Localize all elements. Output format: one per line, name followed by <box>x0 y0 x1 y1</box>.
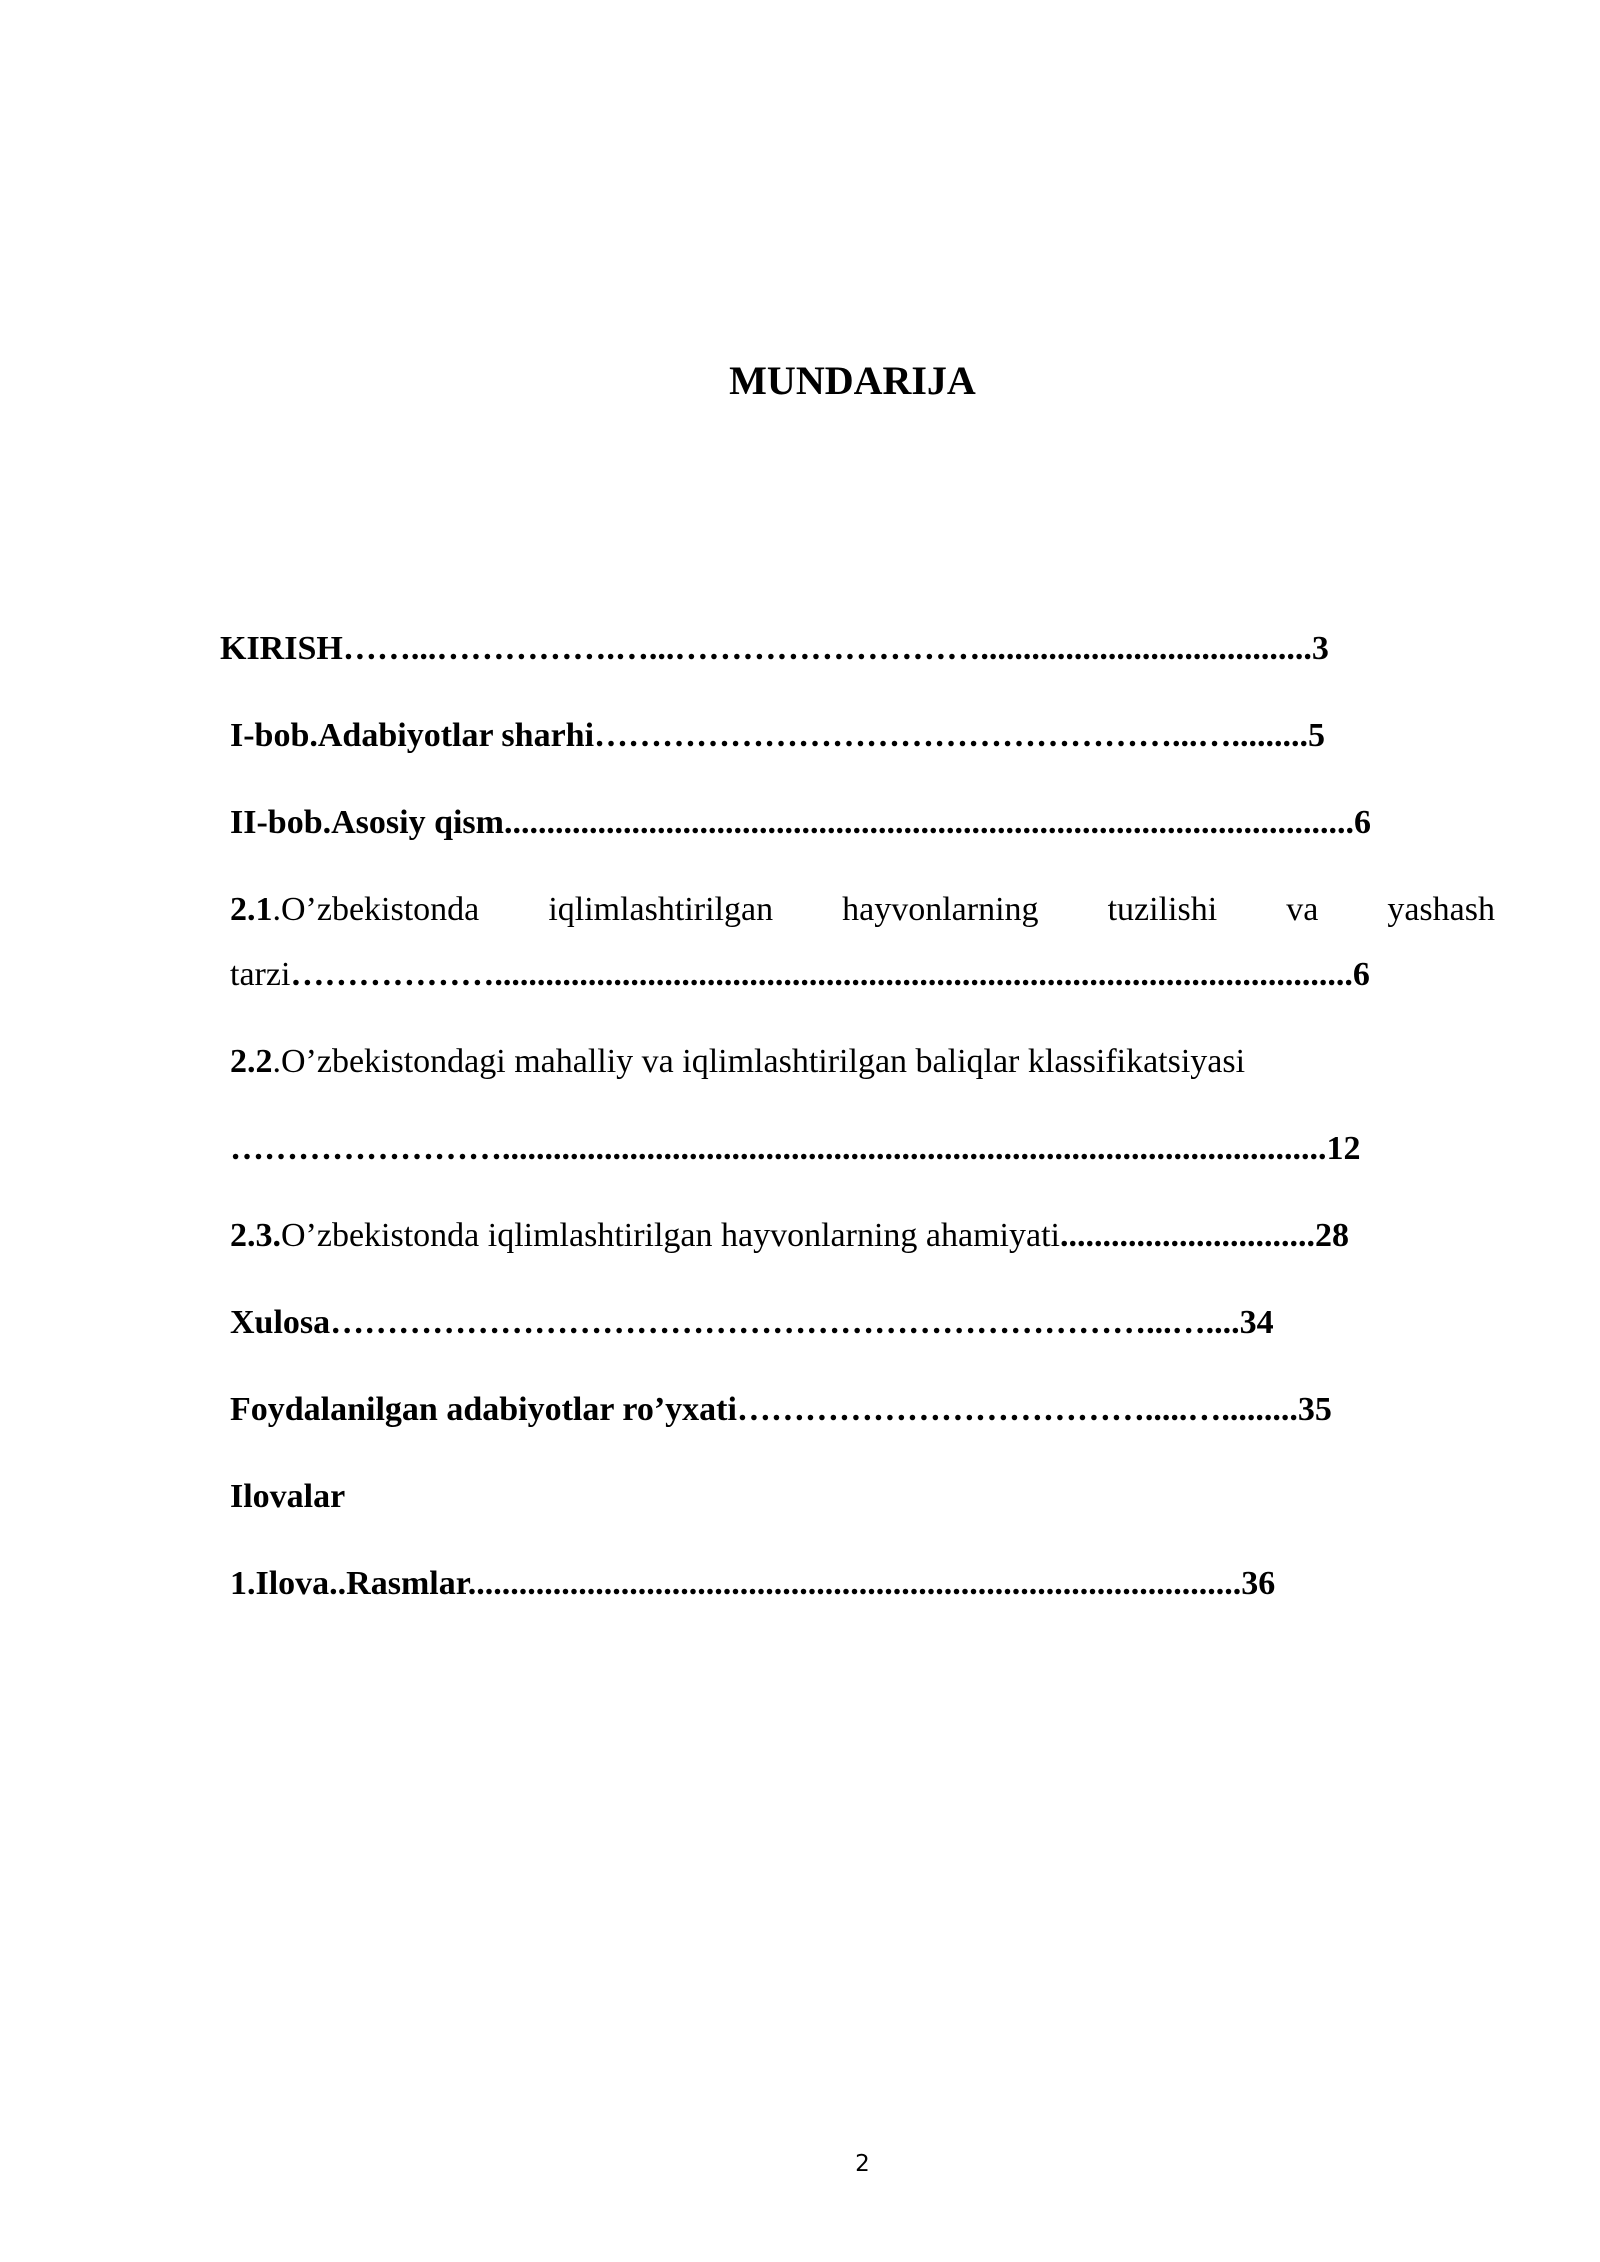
toc-leader: ........................................................................................... <box>467 1565 1242 1602</box>
toc-section-number: 2.1 <box>230 891 273 928</box>
toc-entry-kirish <box>220 629 1329 669</box>
toc-word: tuzilishi <box>1107 891 1218 928</box>
toc-label: Ilovalar <box>230 1478 346 1515</box>
toc-page-number: 3 <box>1311 630 1329 667</box>
toc-entry-bob-1 <box>230 716 1325 756</box>
toc-entry-xulosa <box>230 1303 1274 1343</box>
toc-page-number: 12 <box>1326 1130 1361 1167</box>
toc-entry-section-2-3 <box>230 1216 1349 1256</box>
toc-entry-foydalanilgan-adabiyotlar <box>230 1390 1332 1430</box>
toc-label: II-bob.Asosiy qism <box>230 804 504 841</box>
toc-label: .O’zbekistondagi mahalliy va iqlimlashtirilgan baliqlar klassifikatsiyasi <box>272 1043 1246 1080</box>
toc-entry-section-2-1 <box>230 890 1495 930</box>
toc-entry-section-2-2 <box>230 1042 1245 1082</box>
toc-leader: ………………..................................................................................................... <box>290 956 1353 993</box>
toc-page-number: 6 <box>1352 956 1370 993</box>
toc-page-number: 34 <box>1239 1304 1274 1341</box>
toc-page-number: 6 <box>1353 804 1371 841</box>
toc-label: Foydalanilgan adabiyotlar ro’yxati <box>230 1391 737 1428</box>
toc-word: iqlimlashtirilgan <box>548 891 774 928</box>
toc-word: .O’zbekistonda <box>272 891 480 928</box>
toc-section-number: 2.3. <box>230 1217 281 1254</box>
toc-entry-section-2-2-leader <box>230 1129 1361 1169</box>
toc-label: O’zbekistonda iqlimlashtirilgan hayvonlarning ahamiyati <box>281 1217 1060 1254</box>
toc-leader: ……………………………….....…......... <box>736 1391 1298 1428</box>
toc-entry-bob-2 <box>230 803 1371 843</box>
toc-page-number: 36 <box>1241 1565 1276 1602</box>
toc-entry-ilova-1 <box>230 1564 1275 1604</box>
toc-page-number: 5 <box>1308 717 1326 754</box>
toc-entry-ilovalar <box>230 1477 345 1517</box>
toc-leader: ……………………................................................................................................. <box>230 1130 1327 1167</box>
toc-word: va <box>1286 891 1319 928</box>
toc-leader: ………………………………………………………………...….... <box>330 1304 1240 1341</box>
page-title: MUNDARIJA <box>729 358 976 403</box>
toc-word: hayvonlarning <box>842 891 1039 928</box>
toc-label: KIRISH <box>220 630 343 667</box>
page-number: 2 <box>855 2151 870 2177</box>
toc-label: 1.Ilova..Rasmlar <box>230 1565 468 1602</box>
toc-section-first-word <box>230 890 479 930</box>
toc-section-number: 2.2 <box>230 1043 273 1080</box>
toc-leader: .................................................................................................... <box>503 804 1354 841</box>
toc-page-number: 28 <box>1314 1217 1349 1254</box>
toc-leader: .............................. <box>1059 1217 1315 1254</box>
toc-word: yashash <box>1387 891 1495 928</box>
toc-label: tarzi <box>230 956 291 993</box>
toc-label: I-bob.Adabiyotlar sharhi <box>230 717 595 754</box>
toc-leader: ……...…………….…...………………………....................................... <box>342 630 1312 667</box>
toc-label: Xulosa <box>230 1304 331 1341</box>
toc-entry-section-2-1-continuation <box>230 955 1370 995</box>
toc-page-number: 35 <box>1297 1391 1332 1428</box>
toc-leader: ……………………………………………...…......... <box>594 717 1309 754</box>
